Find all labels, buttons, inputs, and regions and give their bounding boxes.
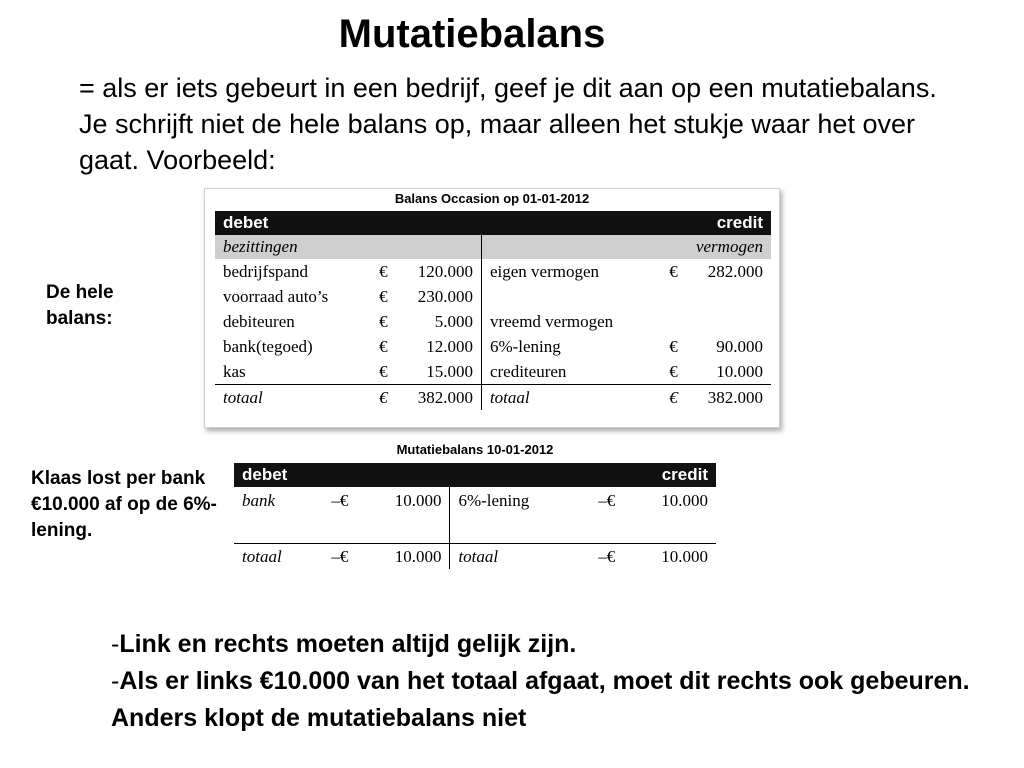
row-right-eur: €	[669, 361, 678, 381]
mutation-total-left-label: totaal	[234, 544, 323, 570]
mutation-left-amount: 10.000	[394, 491, 442, 510]
row-left-label: voorraad auto’s	[223, 286, 329, 306]
balance-row	[215, 359, 771, 385]
total-eur-right: €	[661, 385, 679, 411]
balance-row	[215, 309, 771, 334]
row-left-amount: 230.000	[417, 286, 473, 306]
row-left-amount: 12.000	[426, 336, 473, 356]
row-left-amount: 15.000	[426, 361, 473, 381]
left-subheader: bezittingen	[215, 235, 481, 259]
row-left-label: bedrijfspand	[223, 261, 308, 281]
label-mutation: Klaas lost per bank €10.000 af op de 6%-lening.	[31, 468, 217, 541]
row-left-amount: 120.000	[417, 261, 473, 281]
row-right-label	[481, 284, 661, 309]
row-left-label: bank(tegoed)	[223, 336, 313, 356]
balance-row	[215, 259, 771, 284]
page-title: Mutatiebalans	[338, 12, 606, 56]
row-left-eur: €	[379, 286, 388, 306]
row-right-amount	[679, 284, 771, 309]
balance-row	[215, 334, 771, 359]
row-right-eur	[661, 284, 679, 309]
row-right-label: vreemd vermogen	[481, 309, 661, 334]
row-left-label: kas	[223, 361, 246, 381]
balance-row	[215, 284, 771, 309]
mutation-credit-header: credit	[450, 463, 716, 487]
mutation-total-right-eur: –€	[590, 544, 615, 570]
total-amount-left: 382.000	[389, 385, 481, 411]
row-right-label: crediteuren	[481, 359, 661, 385]
row-left-eur: €	[379, 361, 388, 381]
balance-subheader-row	[215, 235, 771, 259]
row-right-amount: 10.000	[716, 361, 763, 381]
mutation-total-left-amount: 10.000	[348, 544, 450, 570]
mutation-right-label: 6%-lening	[450, 487, 590, 544]
total-label-right: totaal	[481, 385, 661, 411]
balance-header-row	[215, 211, 771, 235]
mutation-left-eur: –€	[331, 491, 349, 510]
mutation-right-eur: –€	[598, 491, 616, 510]
row-left-eur: €	[379, 311, 388, 331]
total-eur-left: €	[371, 385, 389, 411]
mutation-left-label: bank	[242, 491, 276, 510]
row-left-eur: €	[379, 336, 388, 356]
row-right-eur: €	[669, 336, 678, 356]
credit-header: credit	[481, 211, 771, 235]
bullet-list	[111, 626, 991, 737]
right-subheader: vermogen	[481, 235, 771, 259]
row-left-amount: 5.000	[434, 311, 473, 331]
mutation-total-left-eur: –€	[323, 544, 348, 570]
row-right-label: 6%-lening	[481, 334, 661, 359]
balance-total-row	[215, 385, 771, 411]
row-right-amount: 282.000	[707, 261, 763, 281]
total-amount-right: 382.000	[679, 385, 771, 411]
mutation-row	[234, 487, 716, 544]
bullet-item: -Link en rechts moeten altijd gelijk zijn.	[111, 630, 577, 658]
mutation-total-row	[234, 544, 716, 570]
row-right-eur: €	[669, 261, 678, 281]
row-left-eur: €	[379, 261, 388, 281]
row-right-eur	[661, 309, 679, 334]
mutation-right-amount: 10.000	[661, 491, 708, 510]
mutation-table	[234, 463, 716, 569]
mutation-debet-header: debet	[234, 463, 450, 487]
mutation-total-right-amount: 10.000	[615, 544, 716, 570]
mutation-caption: Mutatiebalans 10-01-2012	[396, 442, 554, 457]
row-right-label: eigen vermogen	[481, 259, 661, 284]
intro-text: = als er iets gebeurt in een bedrijf, geef je dit aan op een mutatiebalans. Je schrijft niet de hele balans op, maar alleen het stukje waar het over gaat. Voorbeeld:	[79, 73, 937, 175]
row-right-amount: 90.000	[716, 336, 763, 356]
debet-header: debet	[215, 211, 481, 235]
bullet-item: -Als er links €10.000 van het totaal afgaat, moet dit rechts ook gebeuren. Anders klopt de mutatiebalans niet	[111, 667, 970, 732]
row-left-label: debiteuren	[223, 311, 295, 331]
balance-caption: Balans Occasion op 01-01-2012	[394, 191, 590, 206]
label-full-balance: De hele balans:	[46, 282, 114, 329]
mutation-total-right-label: totaal	[450, 544, 590, 570]
balance-table	[215, 211, 771, 410]
mutation-header-row	[234, 463, 716, 487]
balance-sheet-card	[204, 188, 780, 428]
row-right-amount	[679, 309, 771, 334]
total-label-left: totaal	[215, 385, 371, 411]
